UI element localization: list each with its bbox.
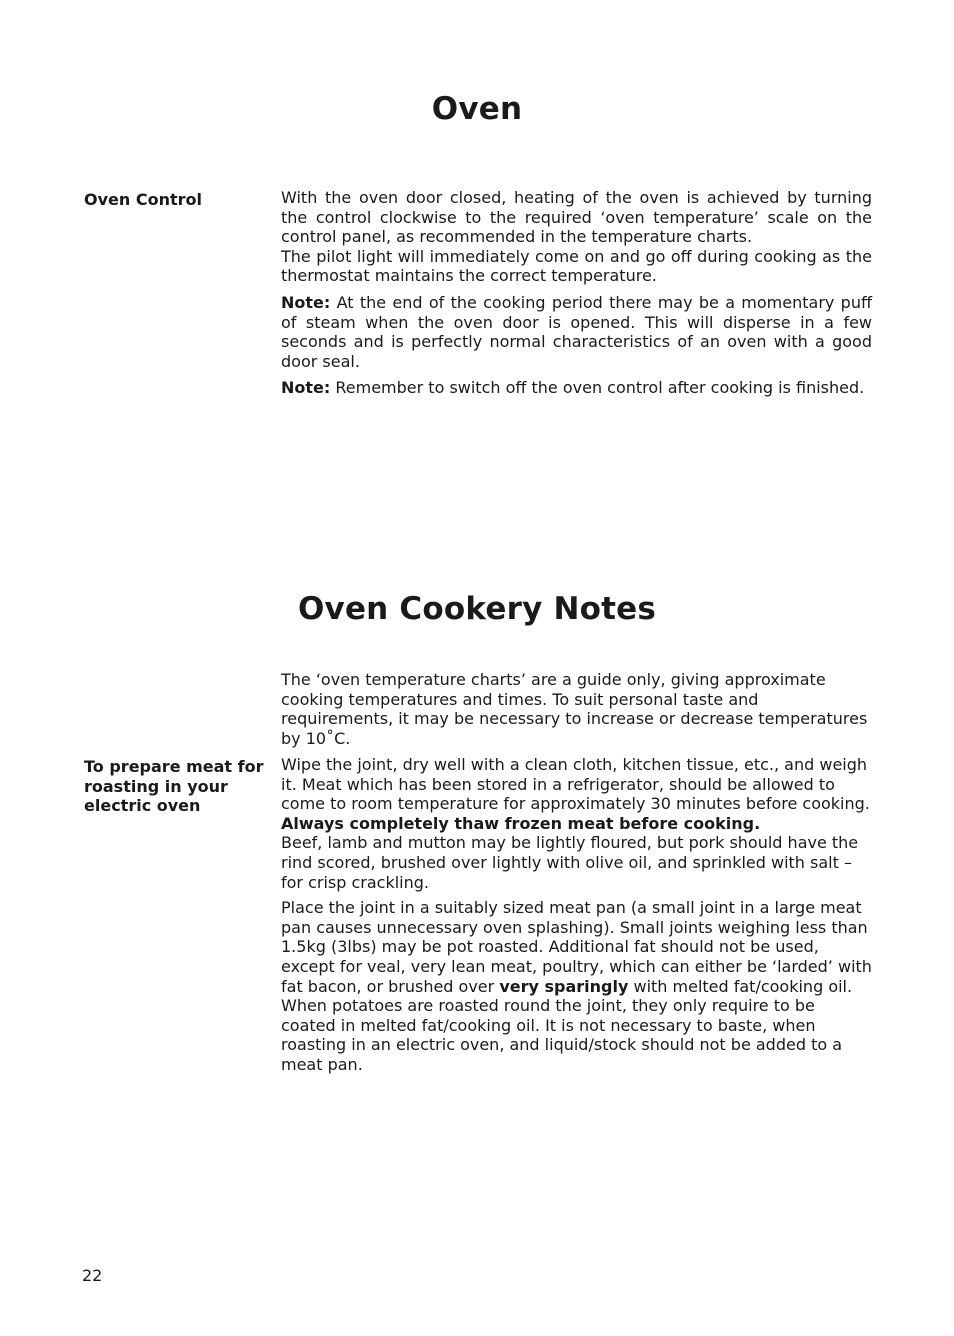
place-joint-emphasis: very sparingly <box>499 976 629 996</box>
page-title-cookery-notes: Oven Cookery Notes <box>297 591 657 627</box>
wipe-joint-para: Wipe the joint, dry well with a clean cloth, kitchen tissue, etc., and weigh it. Meat which has been stored in a refrigerator, should be allowed to come to room temperature for approximately 30 minutes before cooking. <box>281 755 870 814</box>
place-joint-text-a: Place the joint in a suitably sized meat pan (a small joint in a large meat pan causes unnecessary oven splashing). Small joints weighing less than 1.5kg (3lbs) may be pot roasted. Additional fat should not be used, except for veal, very lean meat, poultry, which can either be ‘larded’ with fat bacon, or brushed over <box>281 898 872 996</box>
oven-control-body <box>281 188 872 398</box>
note-1-text: At the end of the cooking period there may be a momentary puff of steam when the oven door is opened. This will disperse in a few seconds and is perfectly normal characteristics of an oven with a good door seal. <box>281 292 872 371</box>
oven-control-para2: The pilot light will immediately come on and go off during cooking as the thermostat maintains the correct temperature. <box>281 246 872 286</box>
page-title-oven: Oven <box>431 91 523 127</box>
page-number: 22 <box>82 1266 103 1285</box>
note-2 <box>281 378 872 398</box>
beef-lamb-para: Beef, lamb and mutton may be lightly floured, but pork should have the rind scored, brushed over lightly with olive oil, and sprinkled with salt – for crisp crackling. <box>281 833 859 892</box>
note-1 <box>281 293 872 371</box>
side-heading-oven-control: Oven Control <box>84 190 202 209</box>
note-2-text: Remember to switch off the oven control after cooking is finished. <box>330 378 865 398</box>
note-1-label: Note: <box>281 292 331 312</box>
note-2-label: Note: <box>281 378 331 398</box>
thaw-warning-text: Always completely thaw frozen meat before cooking. <box>281 813 761 833</box>
thaw-warning <box>281 814 873 834</box>
place-joint-para <box>281 898 873 1074</box>
oven-control-para1: With the oven door closed, heating of the oven is achieved by turning the control clockwise to the required ‘oven temperature’ scale on the control panel, as recommended in the temperature charts. <box>281 188 872 247</box>
cookery-intro-text: The ‘oven temperature charts’ are a guide only, giving approximate cooking temperatures and times. To suit personal taste and requirements, it may be necessary to increase or decrease temperatures by 10˚C. <box>281 670 868 748</box>
place-joint-text-b: with melted fat/cooking oil. When potatoes are roasted round the joint, they only require to be coated in melted fat/cooking oil. It is not necessary to baste, when roasting in an electric oven, and liquid/stock should not be added to a meat pan. <box>281 976 853 1074</box>
side-heading-prepare-meat: To prepare meat for roasting in your electric oven <box>84 757 264 816</box>
prepare-meat-body <box>281 755 873 1075</box>
cookery-intro <box>281 670 871 748</box>
